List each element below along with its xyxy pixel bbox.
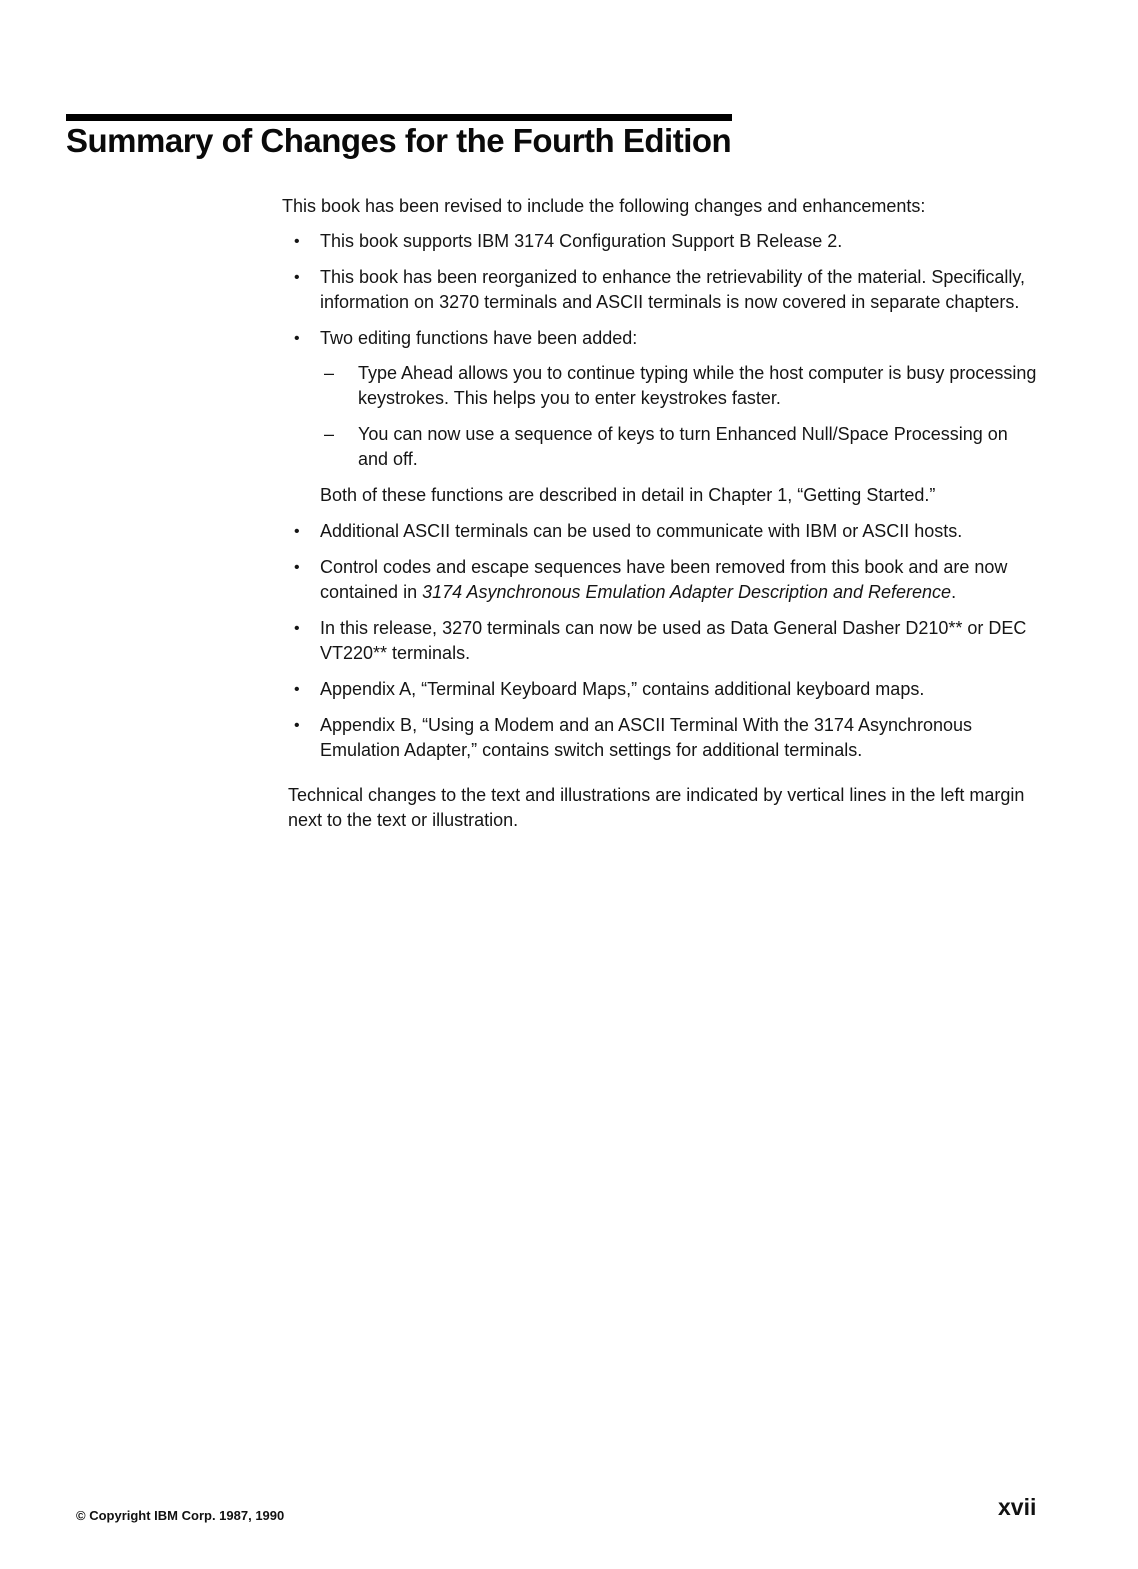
bullet-icon: • [294, 717, 300, 734]
book-citation: 3174 Asynchronous Emulation Adapter Description and Reference [422, 582, 952, 602]
list-item [282, 616, 1042, 666]
list-item-text-end: . [951, 582, 957, 602]
list-item-text: Control codes and escape sequences have been removed from this book and are now contained in [320, 557, 1008, 602]
sub-list-item-text: Type Ahead allows you to continue typing while the host computer is busy processing keystrokes. This helps you to enter keystrokes faster. [358, 363, 1037, 408]
bullet-icon: • [294, 330, 300, 347]
changes-list [282, 229, 1042, 763]
list-item [282, 265, 1042, 315]
list-item-text: This book has been reorganized to enhance the retrievability of the material. Specifically, information on 3270 terminals and ASCII terminals is now covered in separate chapters. [320, 267, 1026, 312]
editing-functions-list [320, 361, 1042, 472]
page-number: xvii [998, 1494, 1037, 1520]
sub-list-item-text: You can now use a sequence of keys to turn Enhanced Null/Space Processing on and off. [358, 424, 1008, 469]
bullet-icon: • [294, 233, 300, 250]
list-item-text: This book supports IBM 3174 Configuration Support B Release 2. [320, 231, 843, 251]
intro-paragraph: This book has been revised to include the following changes and enhancements: [282, 196, 926, 216]
bullet-icon: • [294, 559, 300, 576]
bullet-icon: • [294, 620, 300, 637]
page-title: Summary of Changes for the Fourth Edition [66, 122, 732, 159]
bullet-icon: • [294, 269, 300, 286]
list-item [282, 519, 1042, 544]
sub-list-item [320, 361, 1042, 411]
list-item-text: Appendix A, “Terminal Keyboard Maps,” contains additional keyboard maps. [320, 679, 925, 699]
sub-list-item [320, 422, 1042, 472]
title-rule [66, 114, 732, 121]
list-item-text: Additional ASCII terminals can be used to communicate with IBM or ASCII hosts. [320, 521, 963, 541]
bullet-icon: • [294, 681, 300, 698]
list-item-text: In this release, 3270 terminals can now be used as Data General Dasher D210** or DEC VT220** terminals. [320, 618, 1027, 663]
list-item-text: Two editing functions have been added: [320, 328, 638, 348]
bullet-icon: • [294, 523, 300, 540]
functions-note: Both of these functions are described in detail in Chapter 1, “Getting Started.” [320, 485, 936, 505]
dash-icon: – [324, 424, 335, 444]
footer-copyright: © Copyright IBM Corp. 1987, 1990 [76, 1508, 285, 1523]
list-item [282, 677, 1042, 702]
body-text [282, 194, 1042, 833]
dash-icon: – [324, 363, 335, 383]
closing-paragraph: Technical changes to the text and illustrations are indicated by vertical lines in the left margin next to the text or illustration. [288, 785, 1025, 830]
list-item [282, 326, 1042, 508]
list-item [282, 713, 1042, 763]
list-item-text: Appendix B, “Using a Modem and an ASCII Terminal With the 3174 Asynchronous Emulation Adapter,” contains switch settings for additional terminals. [320, 715, 973, 760]
list-item [282, 555, 1042, 605]
list-item [282, 229, 1042, 254]
